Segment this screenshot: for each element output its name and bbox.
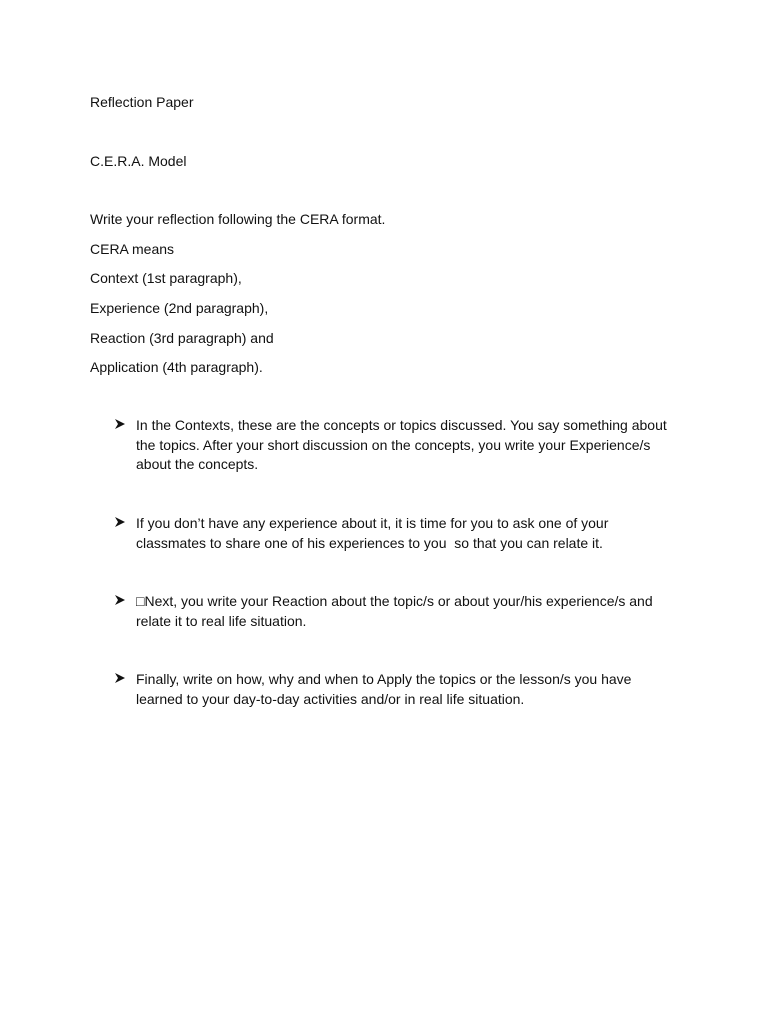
- intro-line: Reaction (3rd paragraph) and: [90, 330, 274, 346]
- bullet-text: If you don’t have any experience about it, it is time for you to ask one of your classmates to share one of his experiences to you so that you can relate it.: [136, 515, 613, 551]
- intro-line: Context (1st paragraph),: [90, 270, 242, 286]
- arrowhead-bullet-icon: [114, 418, 126, 430]
- document-title: Reflection Paper: [90, 94, 194, 110]
- bullet-item: [114, 592, 674, 631]
- intro-line: Experience (2nd paragraph),: [90, 300, 269, 316]
- arrowhead-bullet-icon: [114, 672, 126, 684]
- bullet-text: In the Contexts, these are the concepts or topics discussed. You say something about the topics. After your short discussion on the concepts, you write your Experience/s about the concepts.: [136, 417, 671, 472]
- intro-line: CERA means: [90, 241, 175, 257]
- model-heading: C.E.R.A. Model: [90, 153, 187, 169]
- arrowhead-bullet-icon: [114, 594, 126, 606]
- intro-line: Write your reflection following the CERA format.: [90, 211, 386, 227]
- arrowhead-bullet-icon: [114, 516, 126, 528]
- bullet-text: Finally, write on how, why and when to Apply the topics or the lesson/s you have learned to your day-to-day activities and/or in real life situation.: [136, 671, 636, 707]
- bullet-item: [114, 670, 674, 709]
- bullet-item: [114, 514, 674, 553]
- bullet-item: [114, 416, 674, 475]
- intro-line: Application (4th paragraph).: [90, 359, 263, 375]
- bullet-text: □Next, you write your Reaction about the topic/s or about your/his experience/s and relate it to real life situation.: [136, 593, 657, 629]
